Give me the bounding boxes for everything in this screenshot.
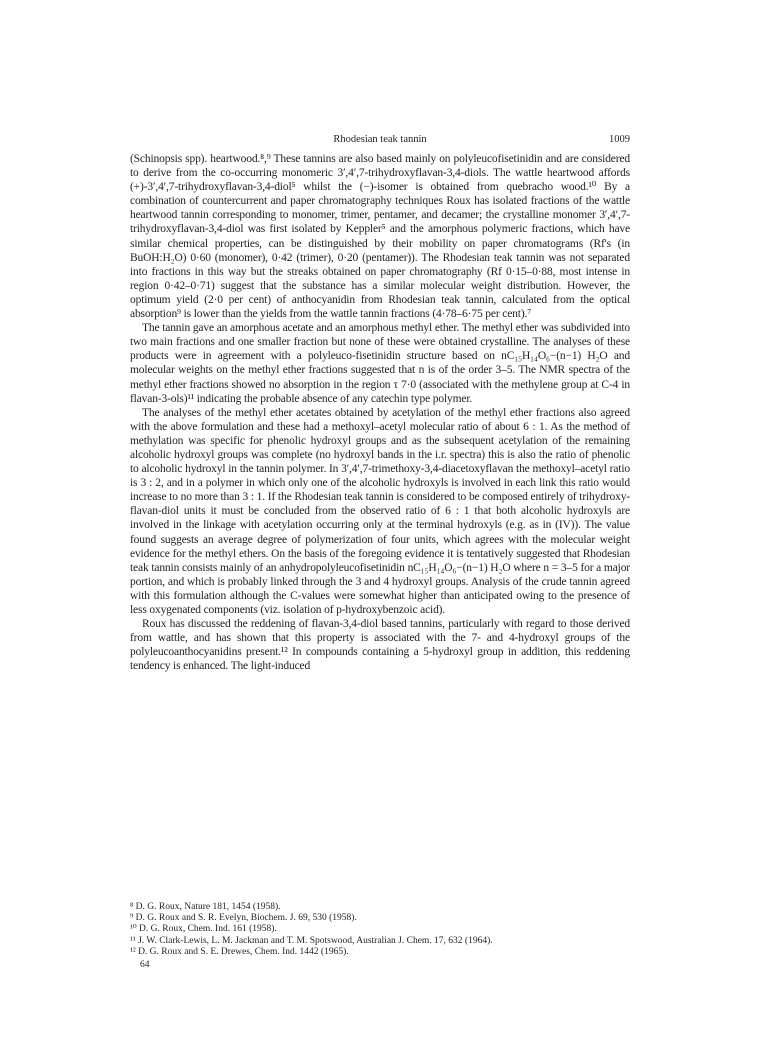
- paragraph-continuation: (Schinopsis spp). heartwood.⁸,⁹ These tannins are also based mainly on polyleucofisetinidin and are considered to derive from the co-occurring monomeric 3′,4′,7-trihydroxyflavan-3,4-diols. The wattle heartwood affords (+)-3′,4′,7-trihydroxyflavan-3,4-diol⁵ whilst the (−)-isomer is obtained from quebracho wood.¹⁰ By a combination of countercurrent and paper chromatography techniques Roux has isolated fractions of the wattle heartwood tannin corresponding to monomer, trimer, pentamer, and decamer; the crystalline monomer 3′,4′,7-trihydroxyflavan-3,4-diol was first isolated by Keppler⁵ and the amorphous polymeric fractions, which have similar chemical properties, can be distinguished by their mobility on paper chromatograms (Rf's (in BuOH:H₂O) 0·60 (monomer), 0·42 (trimer), 0·20 (pentamer)). The Rhodesian teak tannin was not separated into fractions in this way but the streaks obtained on paper chromatography (Rf 0·15–0·88, most intense in region 0·42–0·71) suggest that the substance has a similar molecular weight distribution. However, the optimum yield (2·0 per cent) of anthocyanidin from Rhodesian teak tannin, calculated from the optical absorption⁹ is lower than the yields from the wattle tannin fractions (4·78–6·75 per cent).⁷: [130, 153, 630, 321]
- footnote-9: ⁹ D. G. Roux and S. R. Evelyn, Biochem. J. 69, 530 (1958).: [130, 913, 357, 924]
- footnote-12: ¹² D. G. Roux and S. E. Drewes, Chem. Ind. 1442 (1965).: [130, 946, 349, 957]
- paragraph-reddening: Roux has discussed the reddening of flavan-3,4-diol based tannins, particularly with regard to those derived from wattle, and has shown that this property is associated with the 7- and 4-hydroxyl groups of the polyleucoanthocyanidins present.¹² In compounds containing a 5-hydroxyl group in addition, this reddening tendency is enhanced. The light-induced: [130, 618, 630, 673]
- footnote-8: ⁸ D. G. Roux, Nature 181, 1454 (1958).: [130, 902, 281, 912]
- folio-number: 64: [140, 960, 150, 970]
- paragraph-acetylation-analysis: The analyses of the methyl ether acetates obtained by acetylation of the methyl ether fractions also agreed with the above formulation and these had a methoxyl–acetyl molecular ratio of about 6 : 1. As the method of methylation was specific for phenolic hydroxyl groups and as the subsequent acetylation of the remaining alcoholic hydroxyl groups was complete (no hydroxyl bands in the i.r. spectra) this is also the ratio of phenolic to alcoholic hydroxyl in the tannin polymer. In 3′,4′,7-trimethoxy-3,4-diacetoxyflavan the methoxyl–acetyl ratio is 3 : 2, and in a polymer in which only one of the alcoholic hydroxyls is involved in each link this ratio would increase to no more than 3 : 1. If the Rhodesian teak tannin is considered to be composed entirely of trihydroxy-flavan-diol units it must be concluded from the observed ratio of 6 : 1 that both alcoholic hydroxyls are involved in the linkage with acetylation occurring only at the terminal hydroxyls (e.g. as in (IV)). The value found suggests an average degree of polymerization of four units, which agrees with the molecular weight evidence for the methyl ethers. On the basis of the foregoing evidence it is tentatively suggested that Rhodesian teak tannin consists mainly of an anhydropolyleucofisetinidin nC₁₅H₁₄O₆−(n−1) H₂O where n = 3–5 for a major portion, and which is probably linked through the 3 and 4 hydroxyl groups. Analysis of the crude tannin agreed with this formulation although the C-values were somewhat higher than anticipated owing to the presence of less oxygenated components (viz. isolation of p-hydroxybenzoic acid).: [130, 406, 630, 616]
- footnotes: [130, 902, 630, 958]
- paragraph-methyl-ether: The tannin gave an amorphous acetate and an amorphous methyl ether. The methyl ether was subdivided into two main fractions and one smaller fraction but none of these were obtained crystalline. The analyses of these products were in agreement with a polyleuco-fisetinidin structure based on nC₁₅H₁₄O₆−(n−1) H₂O and molecular weights on the methyl ether fractions suggested that n is of the order 3–5. The NMR spectra of the methyl ether fractions showed no absorption in the region τ 7·0 (associated with the methylene group at C-4 in flavan-3-ols)¹¹ indicating the probable absence of any catechin type polymer.: [130, 322, 630, 405]
- page-number: 1009: [609, 134, 630, 145]
- footnote-11: ¹¹ J. W. Clark-Lewis, L. M. Jackman and T. M. Spotswood, Australian J. Chem. 17, 632 (1964).: [130, 935, 493, 946]
- running-title: Rhodesian teak tannin: [333, 134, 427, 145]
- body-text: [130, 152, 630, 673]
- footnote-10: ¹⁰ D. G. Roux, Chem. Ind. 161 (1958).: [130, 924, 277, 935]
